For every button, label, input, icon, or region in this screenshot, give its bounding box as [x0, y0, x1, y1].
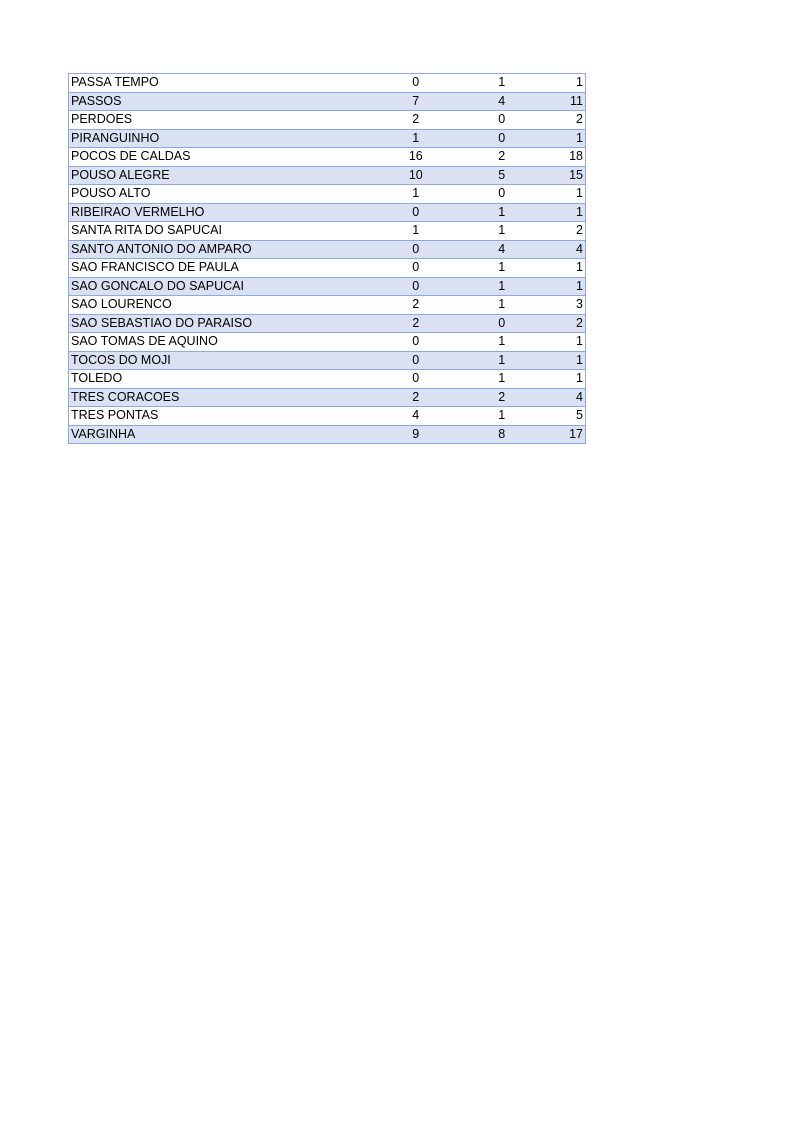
municipality-name-cell: VARGINHA: [69, 425, 391, 444]
total-cell: 2: [562, 222, 585, 241]
value-a-cell: 1: [390, 129, 441, 148]
table-row: [69, 351, 586, 370]
value-b-cell: 8: [441, 425, 562, 444]
total-cell: 1: [562, 351, 585, 370]
total-cell: 15: [562, 166, 585, 185]
value-a-cell: 0: [390, 259, 441, 278]
total-cell: 1: [562, 185, 585, 204]
municipality-name-cell: POCOS DE CALDAS: [69, 148, 391, 167]
table-row: [69, 129, 586, 148]
municipality-name-cell: TRES CORACOES: [69, 388, 391, 407]
total-cell: 18: [562, 148, 585, 167]
table-row: [69, 111, 586, 130]
table-row: [69, 370, 586, 389]
value-a-cell: 0: [390, 351, 441, 370]
table-row: [69, 314, 586, 333]
total-cell: 1: [562, 333, 585, 352]
table-row: [69, 277, 586, 296]
value-a-cell: 0: [390, 277, 441, 296]
table-row: [69, 166, 586, 185]
value-b-cell: 4: [441, 240, 562, 259]
table-row: [69, 388, 586, 407]
municipality-name-cell: PASSOS: [69, 92, 391, 111]
value-a-cell: 0: [390, 370, 441, 389]
value-b-cell: 0: [441, 129, 562, 148]
table-row: [69, 296, 586, 315]
municipality-name-cell: RIBEIRAO VERMELHO: [69, 203, 391, 222]
municipality-name-cell: SAO LOURENCO: [69, 296, 391, 315]
municipality-name-cell: SANTA RITA DO SAPUCAI: [69, 222, 391, 241]
total-cell: 11: [562, 92, 585, 111]
total-cell: 4: [562, 388, 585, 407]
table-row: [69, 92, 586, 111]
municipality-name-cell: SANTO ANTONIO DO AMPARO: [69, 240, 391, 259]
value-b-cell: 1: [441, 370, 562, 389]
value-a-cell: 7: [390, 92, 441, 111]
value-a-cell: 2: [390, 296, 441, 315]
value-b-cell: 1: [441, 222, 562, 241]
value-b-cell: 1: [441, 74, 562, 93]
value-b-cell: 1: [441, 259, 562, 278]
value-a-cell: 1: [390, 185, 441, 204]
value-b-cell: 0: [441, 111, 562, 130]
municipality-name-cell: TRES PONTAS: [69, 407, 391, 426]
municipality-name-cell: POUSO ALEGRE: [69, 166, 391, 185]
value-a-cell: 10: [390, 166, 441, 185]
value-b-cell: 2: [441, 388, 562, 407]
value-b-cell: 1: [441, 407, 562, 426]
table-body: [69, 74, 586, 444]
total-cell: 2: [562, 314, 585, 333]
municipality-name-cell: PASSA TEMPO: [69, 74, 391, 93]
total-cell: 3: [562, 296, 585, 315]
value-a-cell: 0: [390, 203, 441, 222]
value-a-cell: 0: [390, 333, 441, 352]
value-b-cell: 1: [441, 333, 562, 352]
value-b-cell: 2: [441, 148, 562, 167]
municipality-name-cell: SAO GONCALO DO SAPUCAI: [69, 277, 391, 296]
value-a-cell: 0: [390, 240, 441, 259]
total-cell: 1: [562, 370, 585, 389]
table-row: [69, 333, 586, 352]
value-b-cell: 5: [441, 166, 562, 185]
municipality-name-cell: SAO SEBASTIAO DO PARAISO: [69, 314, 391, 333]
value-b-cell: 4: [441, 92, 562, 111]
municipality-name-cell: TOLEDO: [69, 370, 391, 389]
municipality-name-cell: PIRANGUINHO: [69, 129, 391, 148]
table-row: [69, 425, 586, 444]
value-b-cell: 0: [441, 185, 562, 204]
value-b-cell: 1: [441, 277, 562, 296]
total-cell: 1: [562, 203, 585, 222]
value-a-cell: 0: [390, 74, 441, 93]
value-a-cell: 2: [390, 388, 441, 407]
total-cell: 5: [562, 407, 585, 426]
table-row: [69, 203, 586, 222]
municipality-table: [68, 73, 586, 444]
value-a-cell: 2: [390, 314, 441, 333]
total-cell: 2: [562, 111, 585, 130]
total-cell: 1: [562, 129, 585, 148]
total-cell: 1: [562, 277, 585, 296]
municipality-name-cell: POUSO ALTO: [69, 185, 391, 204]
municipality-name-cell: TOCOS DO MOJI: [69, 351, 391, 370]
total-cell: 1: [562, 259, 585, 278]
table-row: [69, 407, 586, 426]
value-a-cell: 2: [390, 111, 441, 130]
municipality-name-cell: PERDOES: [69, 111, 391, 130]
value-b-cell: 1: [441, 203, 562, 222]
total-cell: 4: [562, 240, 585, 259]
value-b-cell: 0: [441, 314, 562, 333]
value-a-cell: 4: [390, 407, 441, 426]
value-a-cell: 16: [390, 148, 441, 167]
municipality-name-cell: SAO TOMAS DE AQUINO: [69, 333, 391, 352]
municipality-name-cell: SAO FRANCISCO DE PAULA: [69, 259, 391, 278]
table-row: [69, 74, 586, 93]
total-cell: 1: [562, 74, 585, 93]
value-b-cell: 1: [441, 296, 562, 315]
table-row: [69, 259, 586, 278]
table-row: [69, 240, 586, 259]
value-a-cell: 1: [390, 222, 441, 241]
table-row: [69, 185, 586, 204]
total-cell: 17: [562, 425, 585, 444]
table-row: [69, 222, 586, 241]
table-row: [69, 148, 586, 167]
value-b-cell: 1: [441, 351, 562, 370]
value-a-cell: 9: [390, 425, 441, 444]
